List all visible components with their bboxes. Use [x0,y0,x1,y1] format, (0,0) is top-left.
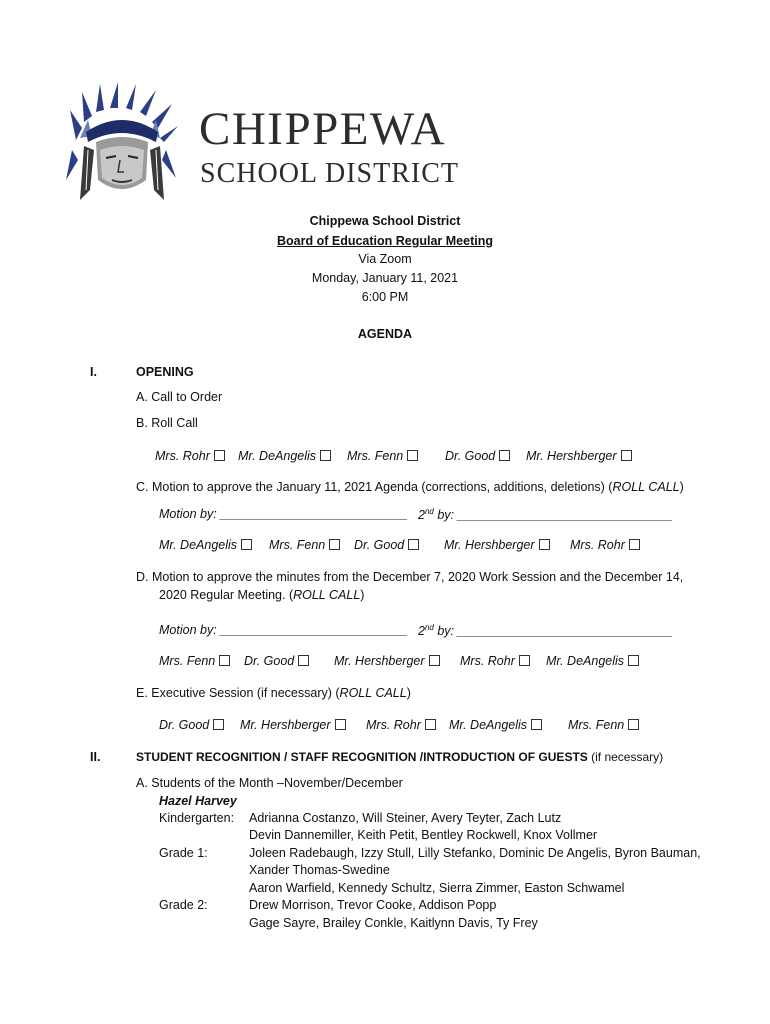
roll-name: Mrs. Rohr [155,449,225,463]
second-by-line: 2nd by: _______________________________ [418,507,673,523]
meeting-time: 6:00 PM [361,290,409,304]
student-list: Devin Dannemiller, Keith Petit, Bentley Rockwell, Knox Vollmer [249,828,598,842]
motion-by-line: Motion by: ___________________________ [159,623,408,637]
checkbox [531,719,542,730]
agenda-item-a: A. Students of the Month –November/December [136,776,403,790]
motion-by-line: Motion by: ___________________________ [159,507,408,521]
checkbox [329,539,340,550]
student-list: Xander Thomas-Swedine [249,863,390,877]
checkbox [335,719,346,730]
roll-name: Mr. DeAngelis [238,449,331,463]
grade-label: Grade 2: [159,898,208,912]
logo-subtitle: SCHOOL DISTRICT [200,158,459,189]
roll-name: Dr. Good [354,538,419,552]
district-name: Chippewa School District [309,214,461,228]
student-list: Joleen Radebaugh, Izzy Stull, Lilly Stefanko, Dominic De Angelis, Byron Bauman, [249,846,701,860]
section-number: I. [90,365,97,379]
checkbox [628,655,639,666]
meeting-location: Via Zoom [358,252,412,266]
roll-name: Mr. Hershberger [444,538,550,552]
agenda-item-b: B. Roll Call [136,416,198,430]
checkbox [621,450,632,461]
checkbox [519,655,530,666]
roll-name: Mrs. Fenn [347,449,418,463]
checkbox [628,719,639,730]
roll-name: Mrs. Rohr [366,718,436,732]
student-list: Gage Sayre, Brailey Conkle, Kaitlynn Davis, Ty Frey [249,916,538,930]
roll-name: Dr. Good [244,654,309,668]
checkbox [408,539,419,550]
student-list: Drew Morrison, Trevor Cooke, Addison Popp [249,898,497,912]
meeting-date: Monday, January 11, 2021 [311,271,459,285]
checkbox [298,655,309,666]
roll-name: Mrs. Fenn [568,718,639,732]
roll-name: Dr. Good [445,449,510,463]
roll-name: Mrs. Rohr [460,654,530,668]
checkbox [429,655,440,666]
agenda-item-a: A. Call to Order [136,390,223,404]
section-title: STUDENT RECOGNITION / STAFF RECOGNITION /INTRODUCTION OF GUESTS (if necessary) [136,750,664,764]
roll-name: Mr. Hershberger [334,654,440,668]
checkbox [219,655,230,666]
second-by-line: 2nd by: _______________________________ [418,623,673,639]
agenda-heading: AGENDA [357,327,413,341]
agenda-item-d-cont: 2020 Regular Meeting. (ROLL CALL) [159,588,365,602]
checkbox [320,450,331,461]
checkbox [407,450,418,461]
roll-name: Dr. Good [159,718,224,732]
grade-label: Grade 1: [159,846,208,860]
roll-name: Mrs. Rohr [570,538,640,552]
agenda-item-e: E. Executive Session (if necessary) (ROLL CALL) [136,686,411,700]
roll-name: Mr. DeAngelis [449,718,542,732]
section-number: II. [90,750,101,764]
roll-name: Mr. Hershberger [240,718,346,732]
roll-name: Mr. DeAngelis [546,654,639,668]
checkbox [499,450,510,461]
checkbox [425,719,436,730]
section-title: OPENING [136,365,194,379]
checkbox [214,450,225,461]
roll-name: Mr. Hershberger [526,449,632,463]
checkbox [539,539,550,550]
checkbox [213,719,224,730]
checkbox [629,539,640,550]
student-list: Adrianna Costanzo, Will Steiner, Avery Teyter, Zach Lutz [249,811,562,825]
meeting-title: Board of Education Regular Meeting [277,234,493,248]
agenda-item-c: C. Motion to approve the January 11, 2021 Agenda (corrections, additions, deletions) (ROLL CALL) [136,480,684,494]
roll-name: Mrs. Fenn [159,654,230,668]
roll-name: Mr. DeAngelis [159,538,252,552]
logo-title: CHIPPEWA [199,103,447,155]
teacher-name: Hazel Harvey [159,794,237,808]
chief-headdress-icon [66,80,180,202]
agenda-item-d: D. Motion to approve the minutes from the December 7, 2020 Work Session and the December 14, [136,570,684,584]
grade-label: Kindergarten: [159,811,235,825]
roll-name: Mrs. Fenn [269,538,340,552]
student-list: Aaron Warfield, Kennedy Schultz, Sierra Zimmer, Easton Schwamel [249,881,625,895]
checkbox [241,539,252,550]
